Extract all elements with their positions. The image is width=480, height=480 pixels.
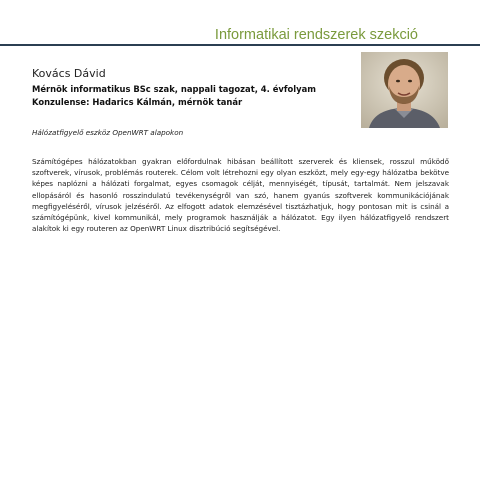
- advisor-line: Konzulense: Hadarics Kálmán, mérnök tanár: [32, 97, 243, 107]
- abstract-text: Számítógépes hálózatokban gyakran előfordulnak hibásan beállított szerverek és kliensek, rosszul működő szoftverek, vírusok, problémás routerek. Célom volt létrehozni egy olyan eszközt, mely egy-egy hálózatba bekötve képes naplózni a hálózati forgalmat, egyes csomagok célját, mennyiségét, típusát, tartalmát. Nem jelszavak ellopásáról és hasonló rosszindulatú tevékenységről van szó, hanem gyanús szoftverek kommunikációjának megfigyeléséről, vírusok jelzéséről. Az elfogott adatok elemzésével tisztázhatjuk, hogy pontosan mit is csinál a számítógépünk, kivel kommunikál, mely programok használják a hálózatot. Egy ilyen hálózatfigyelő rendszert alakítok ki egy routeren az OpenWRT Linux disztribúció segítségével.: [32, 157, 449, 234]
- study-program: Mérnök informatikus BSc szak, nappali tagozat, 4. évfolyam: [32, 84, 316, 94]
- author-photo: [361, 52, 448, 128]
- header-divider: [0, 44, 480, 46]
- thesis-title: Hálózatfigyelő eszköz OpenWRT alapokon: [32, 128, 184, 137]
- section-title: Informatikai rendszerek szekció: [214, 27, 418, 43]
- author-name: Kovács Dávid: [32, 67, 106, 80]
- author-portrait-image: [361, 52, 448, 128]
